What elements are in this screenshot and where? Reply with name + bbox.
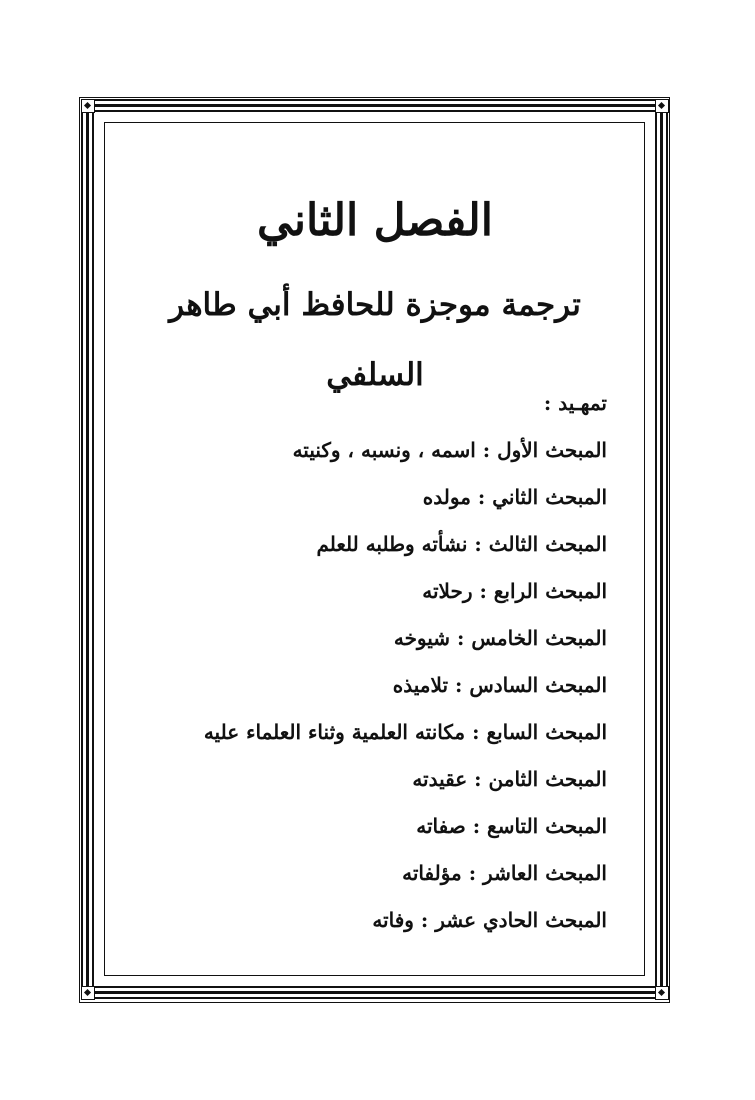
toc-item-2: المبحث الثاني : مولده bbox=[422, 485, 607, 509]
toc-item-11: المبحث الحادي عشر : وفاته bbox=[372, 908, 607, 932]
toc-item-5: المبحث الخامس : شيوخه bbox=[393, 626, 607, 650]
corner-ornament-bottom-right bbox=[655, 986, 669, 1000]
toc-list bbox=[147, 380, 607, 944]
chapter-subtitle: ترجمة موجزة للحافظ أبي طاهر السلفي bbox=[169, 287, 581, 393]
border-band-top bbox=[94, 99, 655, 112]
toc-item-7: المبحث السابع : مكانته العلمية وثناء العلماء عليه bbox=[203, 720, 607, 744]
toc-item-4: المبحث الرابع : رحلاته bbox=[422, 579, 607, 603]
corner-ornament-bottom-left bbox=[81, 986, 95, 1000]
toc-item-10: المبحث العاشر : مؤلفاته bbox=[402, 861, 607, 885]
toc-item-9: المبحث التاسع : صفاته bbox=[416, 814, 607, 838]
toc-item-8: المبحث الثامن : عقيدته bbox=[412, 767, 607, 791]
toc-item-intro: تمهـيد : bbox=[543, 391, 607, 415]
corner-ornament-top-left bbox=[81, 99, 95, 113]
border-band-left bbox=[81, 112, 94, 986]
border-band-right bbox=[655, 112, 668, 986]
border-band-bottom bbox=[94, 986, 655, 999]
toc-item-1: المبحث الأول : اسمه ، ونسبه ، وكنيته bbox=[292, 438, 607, 462]
chapter-title: الفصل الثاني bbox=[257, 195, 493, 246]
corner-ornament-top-right bbox=[655, 99, 669, 113]
toc-item-6: المبحث السادس : تلاميذه bbox=[392, 673, 607, 697]
toc-item-3: المبحث الثالث : نشأته وطلبه للعلم bbox=[316, 532, 607, 556]
